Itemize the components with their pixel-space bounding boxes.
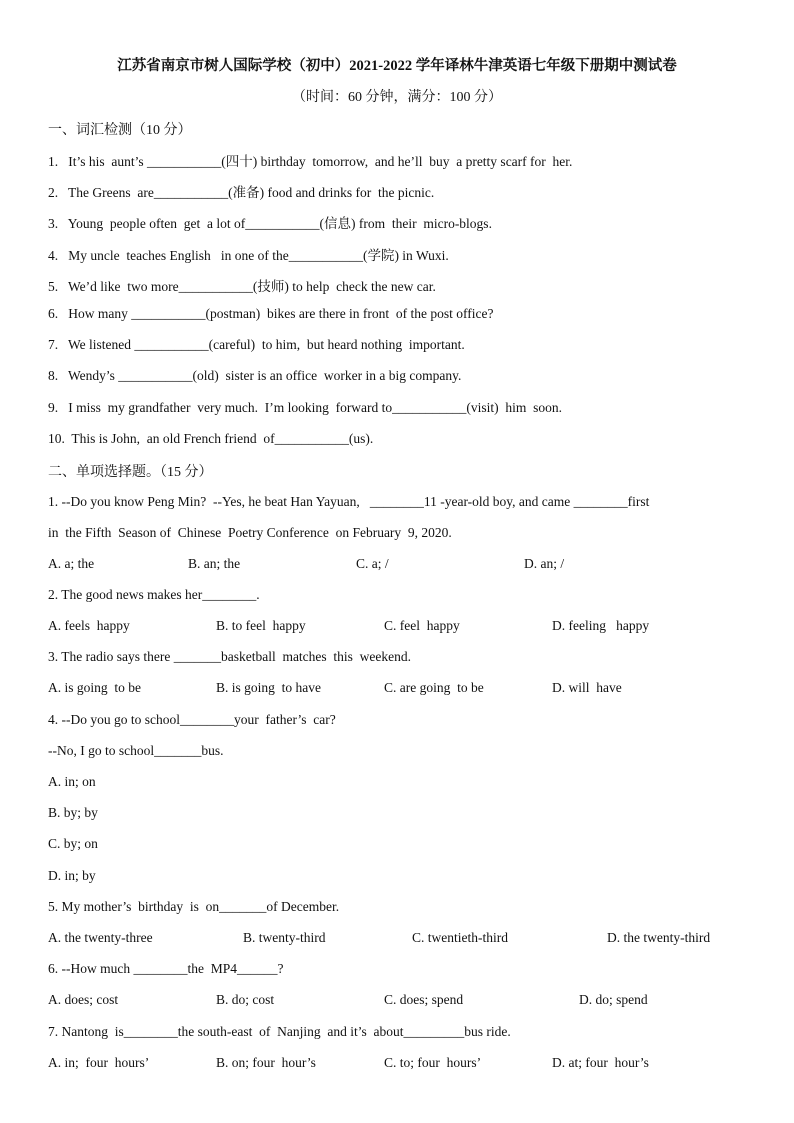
q4-option-b: B. by; by [48, 805, 98, 820]
question-7: 7. Nantong is________the south-east of Nanjing and it’s about_________bus ride. [48, 1024, 511, 1039]
q6-option-d: D. do; spend [579, 992, 648, 1007]
q1-option-d: D. an; / [524, 556, 565, 571]
question-4: 4. --Do you go to school________your father’s car? [48, 712, 336, 727]
question-3: 3. The radio says there _______basketball matches this weekend. [48, 649, 412, 664]
q3-option-d: D. will have [552, 680, 622, 695]
vocab-item: 2. The Greens are___________(准备) food and drinks for the picnic. [48, 185, 435, 200]
q7-option-a: A. in; four hours’ [48, 1055, 150, 1070]
vocab-item: 1. It’s his aunt’s ___________(四十) birthday tomorrow, and he’ll buy a pretty scarf for her. [48, 154, 573, 169]
q3-option-c: C. are going to be [384, 680, 484, 695]
q4-option-a: A. in; on [48, 774, 96, 789]
q7-option-c: C. to; four hours’ [384, 1055, 482, 1070]
q1-option-c: C. a; / [356, 556, 389, 571]
q6-option-b: B. do; cost [216, 992, 275, 1007]
vocab-item: 10. This is John, an old French friend of___________(us). [48, 431, 374, 446]
vocab-item: 5. We’d like two more___________(技师) to help check the new car. [48, 279, 436, 294]
q2-option-c: C. feel happy [384, 618, 460, 633]
vocab-item: 8. Wendy’s ___________(old) sister is an office worker in a big company. [48, 368, 462, 383]
question-4-reply: --No, I go to school_______bus. [48, 743, 224, 758]
q1-option-a: A. a; the [48, 556, 95, 571]
exam-title: 江苏省南京市树人国际学校（初中）2021-2022 学年译林牛津英语七年级下册期中测试卷 [117, 58, 677, 74]
q7-option-b: B. on; four hour’s [216, 1055, 316, 1070]
vocab-item: 3. Young people often get a lot of___________(信息) from their micro-blogs. [48, 216, 492, 231]
question-5: 5. My mother’s birthday is on_______of December. [48, 899, 340, 914]
question-1: 1. --Do you know Peng Min? --Yes, he beat Han Yayuan, ________11 -year-old boy, and came ________first [48, 494, 650, 509]
vocab-item: 4. My uncle teaches English in one of the___________(学院) in Wuxi. [48, 248, 449, 263]
q3-option-b: B. is going to have [216, 680, 321, 695]
q2-option-b: B. to feel happy [216, 618, 306, 633]
q6-option-c: C. does; spend [384, 992, 464, 1007]
q7-option-d: D. at; four hour’s [552, 1055, 649, 1070]
question-1-continued: in the Fifth Season of Chinese Poetry Conference on February 9, 2020. [48, 525, 452, 540]
question-2: 2. The good news makes her________. [48, 587, 260, 602]
q1-option-b: B. an; the [188, 556, 241, 571]
q5-option-d: D. the twenty-third [607, 930, 711, 945]
question-6: 6. --How much ________the MP4______? [48, 961, 284, 976]
q5-option-a: A. the twenty-three [48, 930, 153, 945]
q4-option-c: C. by; on [48, 836, 98, 851]
q5-option-c: C. twentieth-third [412, 930, 508, 945]
q5-option-b: B. twenty-third [243, 930, 326, 945]
q6-option-a: A. does; cost [48, 992, 119, 1007]
q2-option-a: A. feels happy [48, 618, 130, 633]
vocab-item: 9. I miss my grandfather very much. I’m looking forward to___________(visit) him soon. [48, 400, 563, 415]
section-vocabulary-heading: 一、词汇检测（10 分） [48, 123, 192, 138]
q4-option-d: D. in; by [48, 868, 96, 883]
q3-option-a: A. is going to be [48, 680, 141, 695]
exam-subtitle: （时间：60 分钟，满分：100 分） [292, 90, 502, 105]
section-choice-heading: 二、单项选择题。（15 分） [48, 465, 213, 480]
vocab-item: 7. We listened ___________(careful) to him, but heard nothing important. [48, 337, 465, 352]
vocab-item: 6. How many ___________(postman) bikes are there in front of the post office? [48, 306, 494, 321]
q2-option-d: D. feeling happy [552, 618, 650, 633]
